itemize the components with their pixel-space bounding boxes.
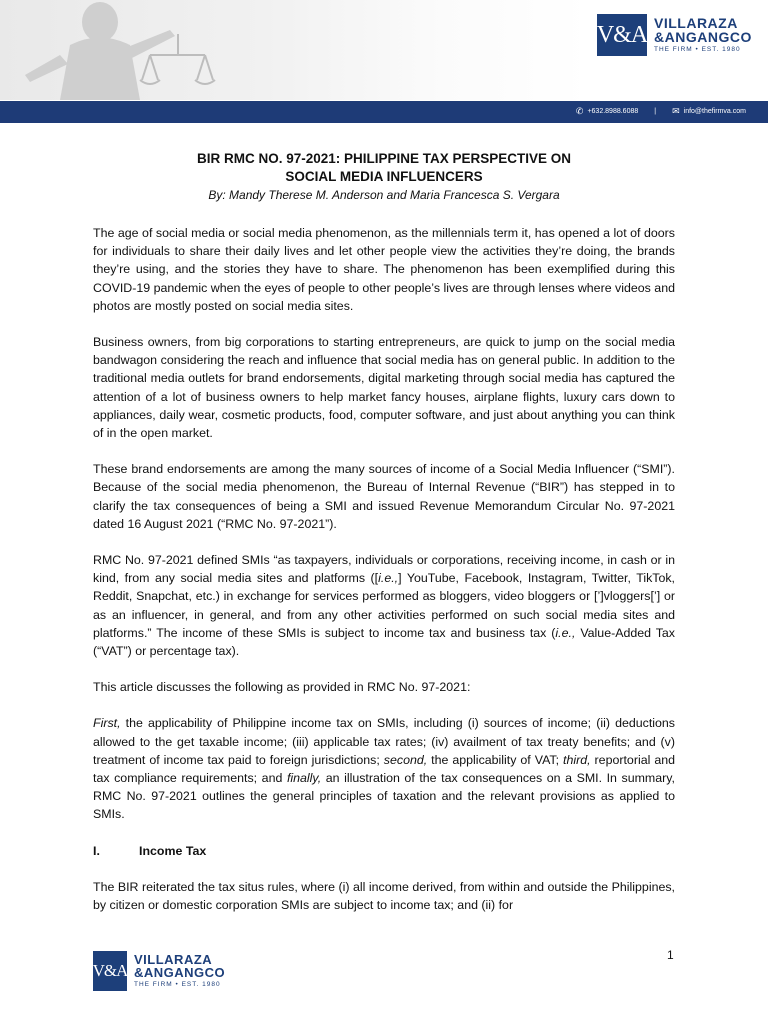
paragraph-5: This article discusses the following as provided in RMC No. 97-2021: xyxy=(93,680,471,695)
paragraph-3: These brand endorsements are among the many sources of income of a Social Media Influencer (“SMI”). Because of the social media phenomenon, the Bureau of Internal Revenue (“BIR”) has stepped in to clarify the tax consequences of being a SMI and issued Revenue Memorandum Circular No. 97-2021 dated 16 August 2021 (“RMC No. 97-2021”). xyxy=(93,462,675,531)
section-title: Income Tax xyxy=(139,843,207,858)
title-line-1: BIR RMC NO. 97-2021: PHILIPPINE TAX PERSPECTIVE ON xyxy=(196,151,572,166)
article-byline: By: Mandy Therese M. Anderson and Maria Francesca S. Vergara xyxy=(208,188,560,202)
page-number: 1 xyxy=(667,948,674,962)
header-photo xyxy=(0,0,590,100)
firm-name-line1: VILLARAZA xyxy=(654,15,738,32)
firm-name-line2: &ANGANGCO xyxy=(654,29,752,46)
paragraph-2: Business owners, from big corporations to starting entrepreneurs, are quick to jump on the social media bandwagon considering the reach and influence that social media has on general public. In addition to the traditional media outlets for brand endorsements, digital marketing through social media has captured the attention of a lot of business owners to help market fancy houses, airplane flights, luxury cars down to appliances, daily wear, cosmetic products, food, computer software, and just about anything you can think of in the open market. xyxy=(93,335,675,441)
section-heading-income-tax xyxy=(93,842,675,860)
section-number: I. xyxy=(93,843,100,858)
footer-firm-name-line2: &ANGANGCO xyxy=(134,965,226,981)
firm-logo-footer xyxy=(93,951,225,991)
title-line-2: SOCIAL MEDIA INFLUENCERS xyxy=(285,169,483,184)
footer-firm-tagline: THE FIRM • EST. 1980 xyxy=(134,981,221,989)
contact-info xyxy=(576,106,746,117)
paragraph-1: The age of social media or social media phenomenon, as the millennials term it, has opened a lot of doors for individuals to share their daily lives and let other people view the activities they’re doing, the brands they’re using, and the stories they have to share. The phenomenon has been exemplified during this COVID-19 pandemic when the eyes of people to other people’s lives are through lenses where videos and photos are mostly posted on social media sites. xyxy=(93,226,675,313)
email-address[interactable]: info@thefirmva.com xyxy=(683,108,746,115)
firm-tagline: THE FIRM • EST. 1980 xyxy=(654,46,741,54)
page-header xyxy=(0,0,768,124)
footer-logo-mark: V&A xyxy=(93,951,127,991)
phone-icon: ✆ xyxy=(575,106,584,116)
article-title xyxy=(93,150,675,186)
lady-justice-statue-image xyxy=(0,0,340,100)
mail-icon: ✉ xyxy=(672,106,680,116)
phone-number[interactable]: +632.8988.6088 xyxy=(587,108,639,115)
footer-firm-name-line1: VILLARAZA xyxy=(134,952,213,968)
contact-separator: | xyxy=(654,108,657,115)
paragraph-6: First, the applicability of Philippine income tax on SMIs, including (i) sources of income; (ii) deductions allowed to the get taxable income; (iii) applicable tax rates; (iv) availment of tax treaty benefits; and (v) treatment of income tax paid to foreign jurisdictions; second, the applicability of VAT; third, reportorial and tax compliance requirements; and finally, an illustration of the tax consequences on a SMI. In summary, RMC No. 97-2021 outlines the general principles of taxation and the relevant provisions as applied to SMIs. xyxy=(93,716,675,822)
firm-logo-header xyxy=(597,14,752,56)
paragraph-7: The BIR reiterated the tax situs rules, where (i) all income derived, from within and outside the Philippines, by citizen or domestic corporation SMIs are subject to income tax; and (ii) for xyxy=(93,879,675,913)
paragraph-4: RMC No. 97-2021 defined SMIs “as taxpayers, individuals or corporations, receiving income, in cash or in kind, from any social media sites and platforms ([i.e.,] YouTube, Facebook, Instagram, Twitter, TikTok, Reddit, Snapchat, etc.) in exchange for services performed as bloggers, video bloggers or [’]vloggers[’] or as an influencer, in general, and from any other activities performed on such social media sites and platforms.” The income of these SMIs is subject to income tax and business tax (i.e., Value-Added Tax (“VAT”) or percentage tax). xyxy=(93,553,676,659)
logo-mark: V&A xyxy=(597,14,647,56)
article-body xyxy=(93,150,675,914)
